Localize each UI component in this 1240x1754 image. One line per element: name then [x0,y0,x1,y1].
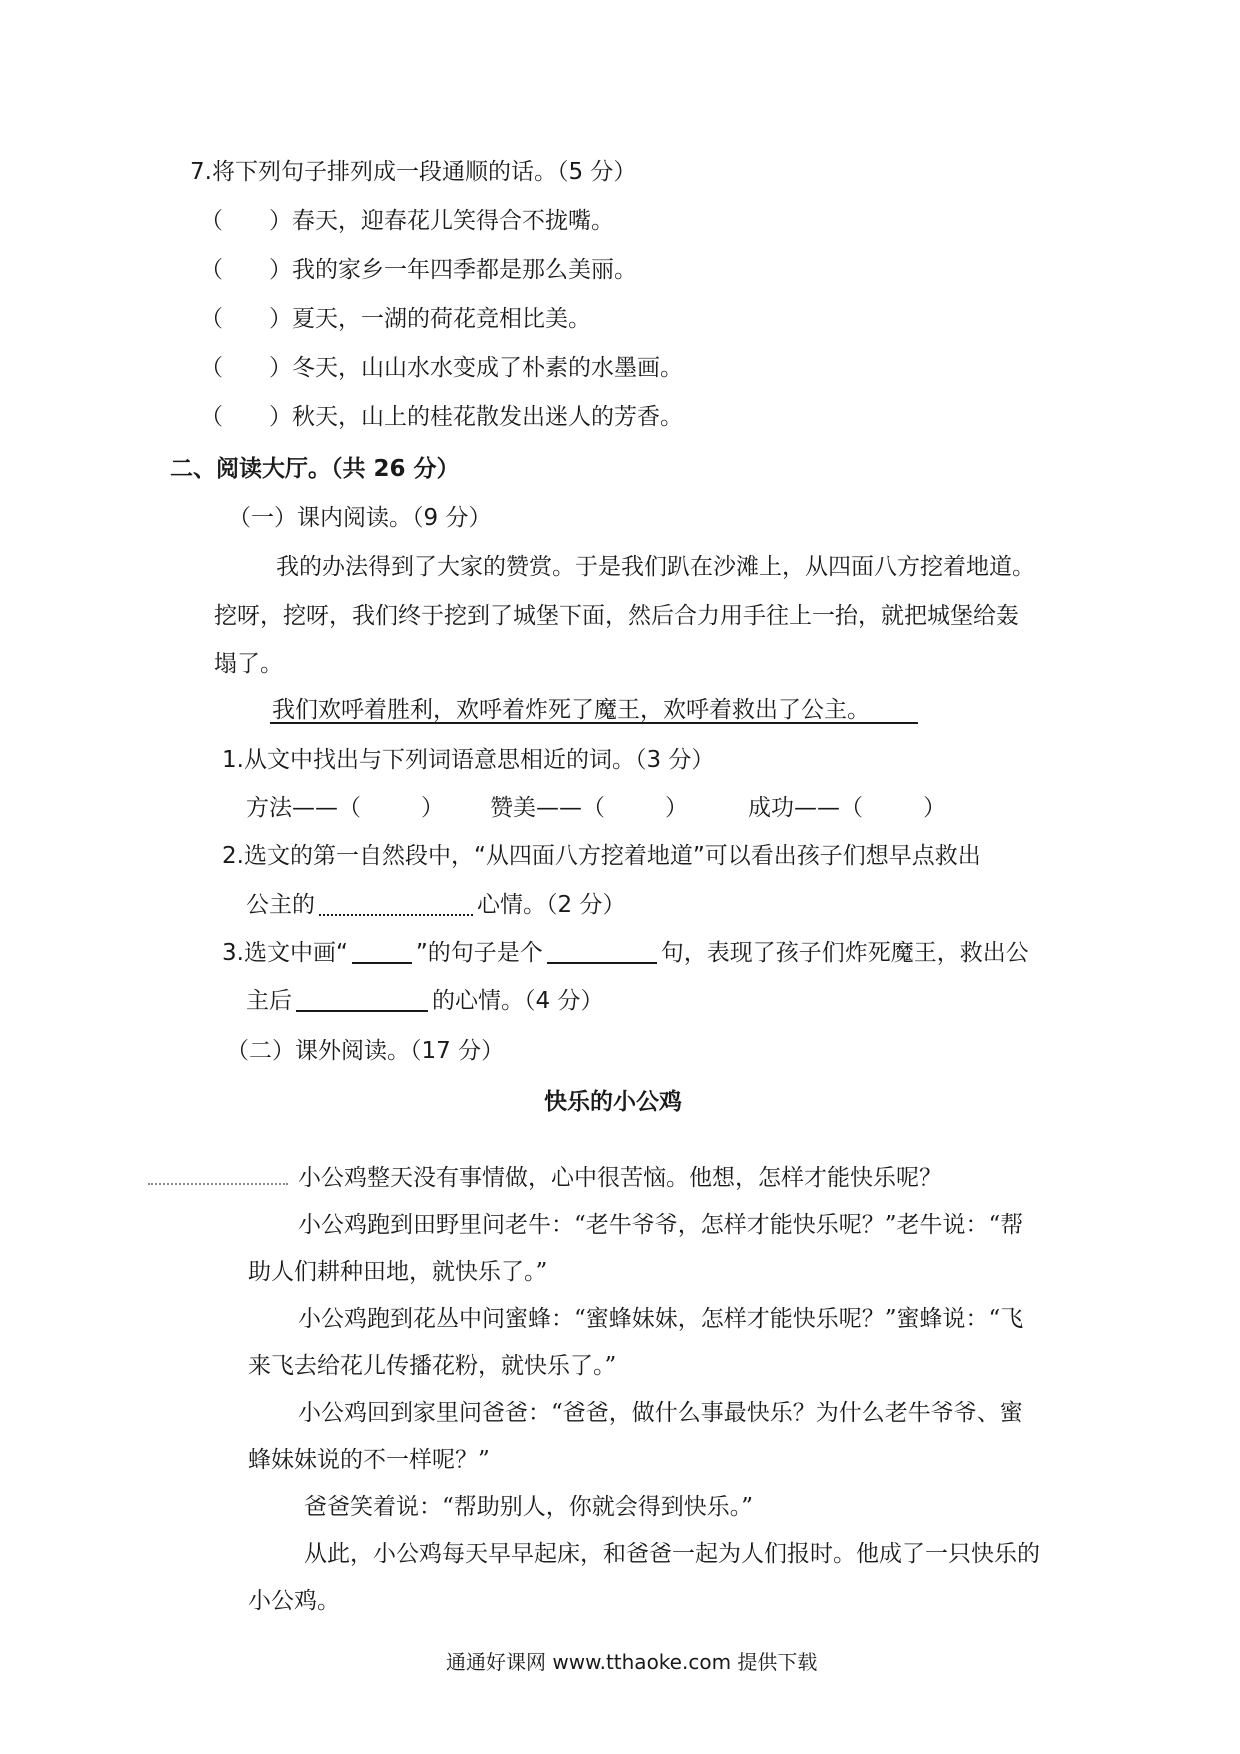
q3-text-c: 句，表现了孩子们炸死魔王，救出公 [660,940,1029,966]
story-line-4: 小公鸡跑到花丛中问蜜蜂：“蜜蜂妹妹，怎样才能快乐呢？”蜜蜂说：“飞 [298,1306,1024,1332]
reading-para1-line3: 塌了。 [214,651,283,677]
q7-item-2: （ ）我的家乡一年四季都是那么美丽。 [200,257,637,283]
q7-item-3: （ ）夏天，一湖的荷花竞相比美。 [200,306,591,332]
q3-feeling-blank[interactable] [296,988,428,1012]
q3-line1 [222,937,1029,969]
q7-title: 7.将下列句子排列成一段通顺的话。（5 分） [190,159,637,185]
story-line-9: 从此，小公鸡每天早早起床，和爸爸一起为人们报时。他成了一只快乐的 [304,1541,1040,1567]
story-line-10: 小公鸡。 [248,1588,340,1614]
story-line-8: 爸爸笑着说：“帮助别人，你就会得到快乐。” [304,1494,754,1520]
underline-rule [270,722,918,724]
q3-text-b: ”的句子是个 [415,940,543,966]
story-line-5: 来飞去给花儿传播花粉，就快乐了。” [248,1353,617,1379]
dotted-margin-mark [148,1183,288,1185]
q3-mark-blank[interactable] [352,940,412,964]
q1-word-fangfa: 方法——（ [246,795,361,821]
q1-close-2: ） [665,795,688,821]
q2-text-a: 公主的 [246,892,315,918]
reading-para1-line2: 挖呀，挖呀，我们终于挖到了城堡下面，然后合力用手往上一抬，就把城堡给轰 [214,603,1019,629]
story-line-6: 小公鸡回到家里问爸爸：“爸爸，做什么事最快乐？为什么老牛爷爷、蜜 [298,1400,1023,1426]
story-line-7: 蜂妹妹说的不一样呢？” [248,1447,490,1473]
q2-line1: 2.选文的第一自然段中，“从四面八方挖着地道”可以看出孩子们想早点救出 [222,843,981,869]
section2-heading: 二、阅读大厅。（共 26 分） [170,456,460,482]
q3-line2-b: 的心情。（4 分） [432,988,604,1014]
story-line-1: 小公鸡整天没有事情做，心中很苦恼。他想，怎样才能快乐呢？ [298,1165,942,1191]
story-title: 快乐的小公鸡 [544,1089,682,1115]
q1-words-row [246,792,946,824]
q3-line2 [246,985,603,1017]
q3-sentence-type-blank[interactable] [547,940,657,964]
part1-title: （一）课内阅读。（9 分） [228,505,492,531]
reading-para1-line1: 我的办法得到了大家的赞赏。于是我们趴在沙滩上，从四面八方挖着地道。 [276,554,1035,580]
q2-text-b: 心情。（2 分） [477,892,626,918]
story-line-2: 小公鸡跑到田野里问老牛：“老牛爷爷，怎样才能快乐呢？”老牛说：“帮 [298,1212,1024,1238]
q1-title: 1.从文中找出与下列词语意思相近的词。（3 分） [222,747,715,773]
story-line-3: 助人们耕种田地，就快乐了。” [248,1259,548,1285]
q2-line2 [246,889,625,921]
part2-title: （二）课外阅读。（17 分） [226,1038,505,1064]
footer-download-note: 通通好课网 www.tthaoke.com 提供下载 [446,1650,818,1674]
q1-word-chenggong: 成功——（ [748,795,863,821]
q3-text-a: 3.选文中画“ [222,940,348,966]
q2-answer-blank[interactable] [319,892,473,916]
q1-close-1: ） [421,795,444,821]
q7-item-4: （ ）冬天，山山水水变成了朴素的水墨画。 [200,355,683,381]
q1-close-3: ） [923,795,946,821]
q1-word-zanmei: 赞美——（ [490,795,605,821]
q3-line2-a: 主后 [246,988,292,1014]
q7-item-1: （ ）春天，迎春花儿笑得合不拢嘴。 [200,208,614,234]
q7-item-5: （ ）秋天，山上的桂花散发出迷人的芳香。 [200,404,683,430]
reading-para2-underlined: 我们欢呼着胜利，欢呼着炸死了魔王，欢呼着救出了公主。 [272,697,870,723]
